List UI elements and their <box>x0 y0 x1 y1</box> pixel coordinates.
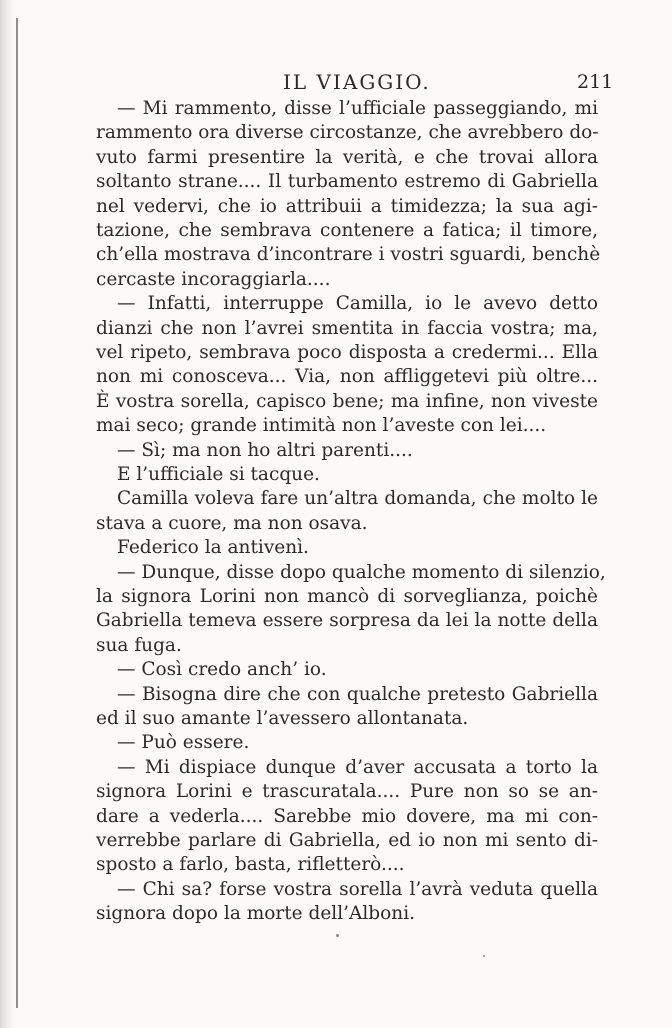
text-line: — Mi dispiace dunque d’aver accusata a torto la <box>117 756 598 778</box>
text-line: soltanto strane.... Il turbamento estremo di Gabriella <box>96 171 598 193</box>
text-line: non mi conosceva... Via, non affliggetevi più oltre... <box>96 366 598 388</box>
text-line: — Chi sa? forse vostra sorella l’avrà veduta quella <box>117 878 598 900</box>
paper-speck <box>483 955 485 957</box>
text-line: signora Lorini e trascuratala.... Pure non so se an- <box>96 781 598 803</box>
text-line: Federico la antivenì. <box>117 537 309 559</box>
text-line: — Infatti, interruppe Camilla, io le avevo detto <box>117 293 598 315</box>
text-line: dare a vederla.... Sarebbe mio dovere, ma mi con- <box>96 805 598 827</box>
text-line: — Bisogna dire che con qualche pretesto Gabriella <box>117 683 598 705</box>
text-line: ch’ella mostrava d’incontrare i vostri sguardi, benchè <box>96 244 601 266</box>
text-line: — Può essere. <box>117 732 250 754</box>
running-title: IL VIAGGIO. <box>283 70 431 94</box>
text-line: cercaste incoraggiarla.... <box>96 268 331 290</box>
text-line: stava a cuore, ma non osava. <box>96 512 368 534</box>
text-line: verrebbe parlare di Gabriella, ed io non mi sento di- <box>96 830 598 851</box>
text-line: rammento ora diverse circostanze, che avrebbero do- <box>96 122 599 144</box>
text-line: tazione, che sembrava contenere a fatica; il timore, <box>96 220 598 241</box>
text-line: la signora Lorini non mancò di sorveglianza, poichè <box>96 586 598 607</box>
text-line: sposto a farlo, basta, rifletterò.... <box>96 854 405 876</box>
page-binding-line <box>16 18 18 1008</box>
text-line: — Dunque, disse dopo qualche momento di silenzio, <box>117 561 606 583</box>
text-line: vel ripeto, sembrava poco disposta a credermi... Ella <box>96 342 598 363</box>
page-header <box>0 70 672 100</box>
text-line: — Mi rammento, disse l’ufficiale passeggiando, mi <box>117 98 598 119</box>
text-line: Gabriella temeva essere sorpresa da lei la notte della <box>96 610 598 632</box>
text-line: sua fuga. <box>96 634 182 656</box>
text-line: — Così credo anch’ io. <box>117 659 327 681</box>
text-line: mai seco; grande intimità non l’aveste con lei.... <box>96 415 547 437</box>
text-line: nel vedervi, che io attribuii a timidezza; la sua agi- <box>96 195 598 217</box>
text-line: È vostra sorella, capisco bene; ma infine, non viveste <box>96 390 598 412</box>
text-line: Camilla voleva fare un’altra domanda, che molto le <box>117 488 598 510</box>
text-line: vuto farmi presentire la verità, e che trovai allora <box>96 146 598 168</box>
text-line: — Sì; ma non ho altri parenti.... <box>117 439 413 461</box>
page-number: 211 <box>577 71 614 93</box>
text-line: dianzi che non l’avrei smentita in faccia vostra; ma, <box>96 317 598 339</box>
text-line: ed il suo amante l’avessero allontanata. <box>96 708 469 729</box>
text-line: signora dopo la morte dell’Alboni. <box>96 903 415 925</box>
page-edge-shadow <box>0 0 14 1028</box>
text-line: E l’ufficiale si tacque. <box>117 464 320 485</box>
paper-speck <box>336 934 339 937</box>
